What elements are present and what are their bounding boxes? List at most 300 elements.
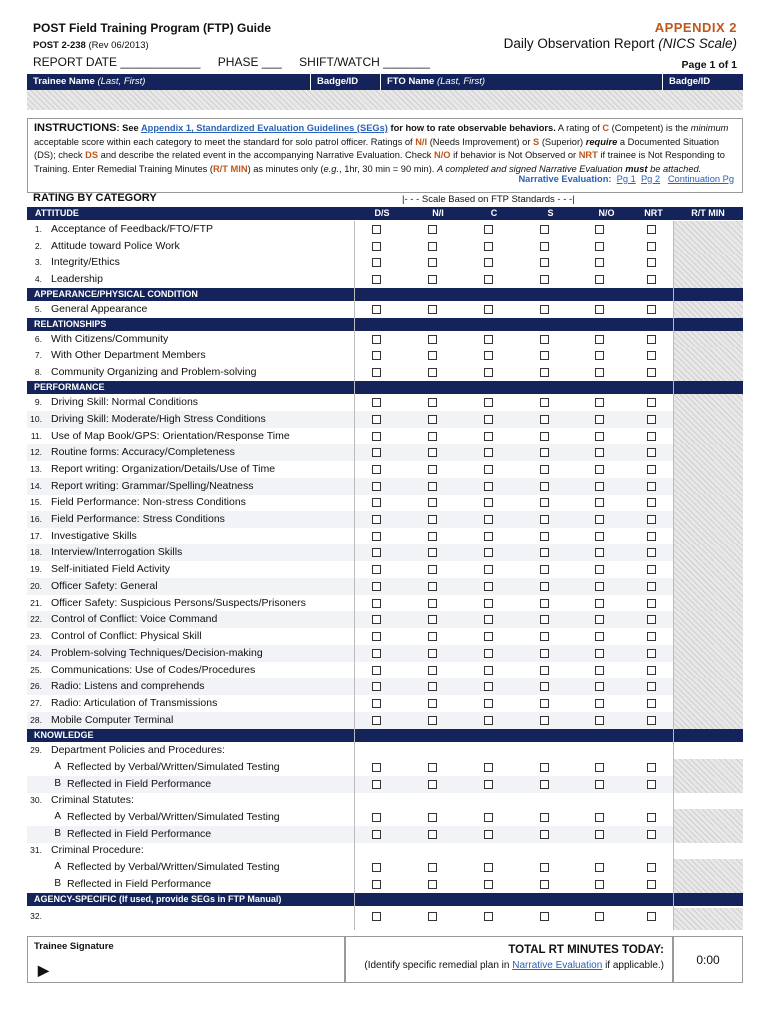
rt-min-input[interactable]: [673, 611, 743, 628]
row-label: Officer Safety: General: [51, 580, 158, 592]
c-checkbox[interactable]: [484, 258, 493, 267]
s-checkbox[interactable]: [540, 863, 549, 872]
signature-label: Trainee Signature: [34, 941, 114, 952]
s-checkbox[interactable]: [540, 432, 549, 441]
rt-min-input[interactable]: [673, 461, 743, 478]
ds-checkbox[interactable]: [372, 716, 381, 725]
ds-checkbox[interactable]: [372, 813, 381, 822]
ds-checkbox[interactable]: [372, 482, 381, 491]
s-checkbox[interactable]: [540, 599, 549, 608]
s-checkbox[interactable]: [540, 225, 549, 234]
row-number: 13.: [30, 464, 42, 474]
ds-checkbox[interactable]: [372, 415, 381, 424]
ds-checkbox[interactable]: [372, 275, 381, 284]
rt-min-input[interactable]: [673, 678, 743, 695]
rt-min-input[interactable]: [673, 331, 743, 348]
trainee-fields-row[interactable]: [27, 90, 743, 110]
no-checkbox[interactable]: [595, 880, 604, 889]
row-number: 20.: [30, 581, 42, 591]
row-number: 10.: [30, 414, 42, 424]
no-checkbox[interactable]: [595, 515, 604, 524]
no-checkbox[interactable]: [595, 368, 604, 377]
c-checkbox[interactable]: [484, 532, 493, 541]
ni-checkbox[interactable]: [428, 582, 437, 591]
rt-min-input[interactable]: [673, 494, 743, 511]
nrt-checkbox[interactable]: [647, 615, 656, 624]
nrt-checkbox[interactable]: [647, 632, 656, 641]
nrt-checkbox[interactable]: [647, 498, 656, 507]
s-checkbox[interactable]: [540, 242, 549, 251]
rt-min-input[interactable]: [673, 826, 743, 843]
no-checkbox[interactable]: [595, 448, 604, 457]
c-checkbox[interactable]: [484, 448, 493, 457]
no-checkbox[interactable]: [595, 335, 604, 344]
ds-checkbox[interactable]: [372, 830, 381, 839]
shift-field[interactable]: SHIFT/WATCH _______: [299, 55, 430, 69]
ni-checkbox[interactable]: [428, 649, 437, 658]
no-checkbox[interactable]: [595, 351, 604, 360]
ni-checkbox[interactable]: [428, 699, 437, 708]
no-checkbox[interactable]: [595, 863, 604, 872]
c-checkbox[interactable]: [484, 615, 493, 624]
c-checkbox[interactable]: [484, 649, 493, 658]
no-checkbox[interactable]: [595, 763, 604, 772]
trainee-signature-box[interactable]: [27, 936, 345, 983]
nrt-checkbox[interactable]: [647, 599, 656, 608]
nrt-checkbox[interactable]: [647, 482, 656, 491]
nrt-checkbox[interactable]: [647, 465, 656, 474]
row-label: Reflected in Field Performance: [67, 828, 212, 840]
rt-min-input[interactable]: [673, 301, 743, 318]
rt-min-input[interactable]: [673, 238, 743, 255]
ds-checkbox[interactable]: [372, 763, 381, 772]
total-rt-label: TOTAL RT MINUTES TODAY:: [508, 944, 664, 956]
nrt-checkbox[interactable]: [647, 258, 656, 267]
c-checkbox[interactable]: [484, 582, 493, 591]
no-checkbox[interactable]: [595, 632, 604, 641]
s-checkbox[interactable]: [540, 912, 549, 921]
instr-text: (Needs Improvement) or: [427, 136, 534, 147]
ni-checkbox[interactable]: [428, 275, 437, 284]
c-checkbox[interactable]: [484, 368, 493, 377]
ds-checkbox[interactable]: [372, 880, 381, 889]
narrative-pg1-link[interactable]: Pg 1: [616, 173, 636, 184]
rt-min-input[interactable]: [673, 595, 743, 612]
s-checkbox[interactable]: [540, 699, 549, 708]
ni-checkbox[interactable]: [428, 780, 437, 789]
no-checkbox[interactable]: [595, 912, 604, 921]
c-checkbox[interactable]: [484, 666, 493, 675]
s-checkbox[interactable]: [540, 780, 549, 789]
row-number: 7.: [34, 350, 42, 360]
c-checkbox[interactable]: [484, 830, 493, 839]
ds-checkbox[interactable]: [372, 242, 381, 251]
row-number: 22.: [30, 614, 42, 624]
ds-checkbox[interactable]: [372, 682, 381, 691]
ds-checkbox[interactable]: [372, 666, 381, 675]
nrt-checkbox[interactable]: [647, 225, 656, 234]
ds-checkbox[interactable]: [372, 432, 381, 441]
no-checkbox[interactable]: [595, 548, 604, 557]
nrt-checkbox[interactable]: [647, 699, 656, 708]
ds-checkbox[interactable]: [372, 699, 381, 708]
ni-checkbox[interactable]: [428, 565, 437, 574]
row-label: Department Policies and Procedures:: [51, 744, 225, 756]
nrt-checkbox[interactable]: [647, 448, 656, 457]
c-checkbox[interactable]: [484, 912, 493, 921]
s-checkbox[interactable]: [540, 415, 549, 424]
nrt-checkbox[interactable]: [647, 515, 656, 524]
ds-checkbox[interactable]: [372, 258, 381, 267]
row-number: 30.: [30, 795, 42, 805]
nrt-checkbox[interactable]: [647, 368, 656, 377]
rating-row: [27, 759, 743, 776]
narrative-continuation-link[interactable]: Continuation Pg: [667, 173, 734, 184]
s-checkbox[interactable]: [540, 275, 549, 284]
ni-checkbox[interactable]: [428, 682, 437, 691]
ds-checkbox[interactable]: [372, 912, 381, 921]
row-label: Community Organizing and Problem-solving: [51, 366, 257, 378]
c-checkbox[interactable]: [484, 482, 493, 491]
ni-checkbox[interactable]: [428, 880, 437, 889]
narrative-label: Narrative Evaluation:: [518, 173, 612, 184]
instr-text: require: [585, 136, 618, 147]
fto-name-header: [381, 74, 663, 90]
ds-checkbox[interactable]: [372, 515, 381, 524]
ni-checkbox[interactable]: [428, 305, 437, 314]
c-checkbox[interactable]: [484, 465, 493, 474]
ds-checkbox[interactable]: [372, 780, 381, 789]
row-number: 27.: [30, 698, 42, 708]
rt-min-input[interactable]: [673, 347, 743, 364]
row-number: B: [54, 878, 61, 889]
ds-checkbox[interactable]: [372, 225, 381, 234]
no-checkbox[interactable]: [595, 242, 604, 251]
ds-checkbox[interactable]: [372, 599, 381, 608]
c-checkbox[interactable]: [484, 398, 493, 407]
phase-field[interactable]: PHASE ___: [217, 55, 282, 69]
rt-min-input[interactable]: [673, 859, 743, 876]
s-checkbox[interactable]: [540, 763, 549, 772]
nrt-checkbox[interactable]: [647, 716, 656, 725]
s-checkbox[interactable]: [540, 258, 549, 267]
s-checkbox[interactable]: [540, 666, 549, 675]
c-checkbox[interactable]: [484, 763, 493, 772]
rt-min-input[interactable]: [673, 428, 743, 445]
no-checkbox[interactable]: [595, 432, 604, 441]
c-checkbox[interactable]: [484, 225, 493, 234]
nrt-checkbox[interactable]: [647, 335, 656, 344]
c-checkbox[interactable]: [484, 699, 493, 708]
nrt-checkbox[interactable]: [647, 398, 656, 407]
ni-checkbox[interactable]: [428, 830, 437, 839]
ni-checkbox[interactable]: [428, 368, 437, 377]
column-header: D/S: [374, 208, 390, 218]
s-checkbox[interactable]: [540, 548, 549, 557]
s-checkbox[interactable]: [540, 398, 549, 407]
no-checkbox[interactable]: [595, 465, 604, 474]
s-checkbox[interactable]: [540, 880, 549, 889]
s-checkbox[interactable]: [540, 448, 549, 457]
rt-min-input[interactable]: [673, 444, 743, 461]
rating-row: [27, 876, 743, 893]
row-number: 24.: [30, 648, 42, 658]
ds-checkbox[interactable]: [372, 368, 381, 377]
no-checkbox[interactable]: [595, 780, 604, 789]
ds-checkbox[interactable]: [372, 448, 381, 457]
ds-checkbox[interactable]: [372, 548, 381, 557]
rating-row: [27, 908, 743, 930]
ds-checkbox[interactable]: [372, 465, 381, 474]
rt-min-input[interactable]: [673, 809, 743, 826]
rt-min-input[interactable]: [673, 254, 743, 271]
c-checkbox[interactable]: [484, 242, 493, 251]
no-checkbox[interactable]: [595, 582, 604, 591]
nrt-checkbox[interactable]: [647, 912, 656, 921]
c-checkbox[interactable]: [484, 432, 493, 441]
no-checkbox[interactable]: [595, 599, 604, 608]
no-checkbox[interactable]: [595, 830, 604, 839]
c-checkbox[interactable]: [484, 632, 493, 641]
rating-row: [27, 494, 743, 511]
rating-row: [27, 578, 743, 595]
c-checkbox[interactable]: [484, 548, 493, 557]
rating-row: [27, 221, 743, 238]
no-checkbox[interactable]: [595, 482, 604, 491]
rating-row: [27, 842, 743, 859]
ds-checkbox[interactable]: [372, 565, 381, 574]
rating-row: [27, 544, 743, 561]
no-checkbox[interactable]: [595, 498, 604, 507]
s-checkbox[interactable]: [540, 515, 549, 524]
ni-checkbox[interactable]: [428, 415, 437, 424]
narrative-evaluation-link[interactable]: Narrative Evaluation: [512, 960, 603, 971]
nrt-checkbox[interactable]: [647, 582, 656, 591]
column-header: R/T MIN: [691, 208, 725, 218]
rt-min-input[interactable]: [673, 662, 743, 679]
nrt-checkbox[interactable]: [647, 305, 656, 314]
rt-min-input[interactable]: [673, 394, 743, 411]
row-number: 8.: [34, 367, 42, 377]
ni-checkbox[interactable]: [428, 813, 437, 822]
rt-min-input[interactable]: [673, 544, 743, 561]
ni-checkbox[interactable]: [428, 599, 437, 608]
c-checkbox[interactable]: [484, 780, 493, 789]
ds-checkbox[interactable]: [372, 632, 381, 641]
no-checkbox[interactable]: [595, 398, 604, 407]
ni-checkbox[interactable]: [428, 432, 437, 441]
ds-checkbox[interactable]: [372, 351, 381, 360]
ni-checkbox[interactable]: [428, 763, 437, 772]
c-checkbox[interactable]: [484, 498, 493, 507]
no-checkbox[interactable]: [595, 258, 604, 267]
ni-checkbox[interactable]: [428, 242, 437, 251]
s-checkbox[interactable]: [540, 498, 549, 507]
nrt-checkbox[interactable]: [647, 649, 656, 658]
s-checkbox[interactable]: [540, 482, 549, 491]
ni-checkbox[interactable]: [428, 482, 437, 491]
instr-text: A completed and signed Narrative Evaluation: [436, 163, 626, 174]
s-checkbox[interactable]: [540, 716, 549, 725]
nrt-checkbox[interactable]: [647, 863, 656, 872]
ds-checkbox[interactable]: [372, 335, 381, 344]
ds-checkbox[interactable]: [372, 582, 381, 591]
ds-checkbox[interactable]: [372, 649, 381, 658]
c-checkbox[interactable]: [484, 335, 493, 344]
ni-checkbox[interactable]: [428, 548, 437, 557]
no-checkbox[interactable]: [595, 415, 604, 424]
rt-min-input[interactable]: [673, 645, 743, 662]
nrt-checkbox[interactable]: [647, 666, 656, 675]
s-checkbox[interactable]: [540, 830, 549, 839]
rt-min-input[interactable]: [673, 759, 743, 776]
rt-min-input[interactable]: [673, 411, 743, 428]
c-checkbox[interactable]: [484, 880, 493, 889]
row-label: Use of Map Book/GPS: Orientation/Response Time: [51, 430, 290, 442]
instr-text: a Documented Situation (DS); check: [34, 136, 720, 160]
ni-checkbox[interactable]: [428, 863, 437, 872]
ni-checkbox[interactable]: [428, 335, 437, 344]
rt-min-input[interactable]: [673, 695, 743, 712]
ni-checkbox[interactable]: [428, 615, 437, 624]
s-checkbox[interactable]: [540, 565, 549, 574]
rt-min-input[interactable]: [673, 876, 743, 893]
rt-min-input[interactable]: [673, 908, 743, 930]
seg-appendix-link[interactable]: Appendix 1, Standardized Evaluation Guidelines (SEGs): [140, 123, 388, 133]
s-checkbox[interactable]: [540, 632, 549, 641]
rt-min-input[interactable]: [673, 528, 743, 545]
no-checkbox[interactable]: [595, 275, 604, 284]
s-checkbox[interactable]: [540, 351, 549, 360]
no-checkbox[interactable]: [595, 813, 604, 822]
c-checkbox[interactable]: [484, 682, 493, 691]
ni-checkbox[interactable]: [428, 515, 437, 524]
instr-text: and describe the related event in the accompanying Narrative Evaluation. Check: [98, 150, 434, 160]
c-checkbox[interactable]: [484, 275, 493, 284]
rt-min-input[interactable]: [673, 221, 743, 238]
rt-min-input[interactable]: [673, 578, 743, 595]
no-checkbox[interactable]: [595, 716, 604, 725]
narrative-pg2-link[interactable]: Pg 2: [640, 173, 661, 184]
rt-min-input[interactable]: [673, 712, 743, 729]
ni-checkbox[interactable]: [428, 632, 437, 641]
ds-checkbox[interactable]: [372, 305, 381, 314]
nrt-checkbox[interactable]: [647, 415, 656, 424]
rating-row: [27, 561, 743, 578]
rt-min-input[interactable]: [673, 478, 743, 495]
no-checkbox[interactable]: [595, 225, 604, 234]
s-checkbox[interactable]: [540, 813, 549, 822]
rt-min-input[interactable]: [673, 561, 743, 578]
s-checkbox[interactable]: [540, 582, 549, 591]
s-checkbox[interactable]: [540, 305, 549, 314]
rating-row: [27, 301, 743, 318]
ni-checkbox[interactable]: [428, 498, 437, 507]
nrt-checkbox[interactable]: [647, 432, 656, 441]
ds-checkbox[interactable]: [372, 615, 381, 624]
ni-checkbox[interactable]: [428, 258, 437, 267]
rating-row: [27, 428, 743, 445]
nrt-checkbox[interactable]: [647, 763, 656, 772]
ni-checkbox[interactable]: [428, 666, 437, 675]
s-checkbox[interactable]: [540, 532, 549, 541]
c-checkbox[interactable]: [484, 305, 493, 314]
no-checkbox[interactable]: [595, 649, 604, 658]
rating-row: [27, 742, 743, 759]
row-label: Reflected by Verbal/Written/Simulated Testing: [67, 761, 280, 773]
ni-checkbox[interactable]: [428, 716, 437, 725]
s-checkbox[interactable]: [540, 682, 549, 691]
ni-checkbox[interactable]: [428, 532, 437, 541]
no-checkbox[interactable]: [595, 565, 604, 574]
rt-min-input[interactable]: [673, 271, 743, 288]
rt-min-input[interactable]: [673, 628, 743, 645]
c-checkbox[interactable]: [484, 716, 493, 725]
c-checkbox[interactable]: [484, 565, 493, 574]
no-checkbox[interactable]: [595, 666, 604, 675]
ds-checkbox[interactable]: [372, 863, 381, 872]
ni-checkbox[interactable]: [428, 465, 437, 474]
nrt-checkbox[interactable]: [647, 548, 656, 557]
ni-checkbox[interactable]: [428, 225, 437, 234]
nrt-checkbox[interactable]: [647, 532, 656, 541]
nrt-checkbox[interactable]: [647, 351, 656, 360]
nrt-checkbox[interactable]: [647, 565, 656, 574]
c-checkbox[interactable]: [484, 599, 493, 608]
nrt-checkbox[interactable]: [647, 682, 656, 691]
ni-checkbox[interactable]: [428, 398, 437, 407]
c-checkbox[interactable]: [484, 351, 493, 360]
nrt-checkbox[interactable]: [647, 880, 656, 889]
no-checkbox[interactable]: [595, 532, 604, 541]
rating-row: [27, 645, 743, 662]
s-checkbox[interactable]: [540, 465, 549, 474]
ds-checkbox[interactable]: [372, 398, 381, 407]
rating-row: [27, 271, 743, 288]
c-checkbox[interactable]: [484, 415, 493, 424]
rt-min-input[interactable]: [673, 364, 743, 381]
total-rt-value: 0:00: [673, 936, 743, 983]
row-label: Integrity/Ethics: [51, 256, 120, 268]
ni-checkbox[interactable]: [428, 448, 437, 457]
row-label: Driving Skill: Moderate/High Stress Conditions: [51, 413, 266, 425]
nrt-checkbox[interactable]: [647, 813, 656, 822]
s-checkbox[interactable]: [540, 649, 549, 658]
c-checkbox[interactable]: [484, 863, 493, 872]
no-checkbox[interactable]: [595, 615, 604, 624]
s-checkbox[interactable]: [540, 335, 549, 344]
rt-min-input[interactable]: [673, 511, 743, 528]
rt-min-input[interactable]: [673, 776, 743, 793]
c-checkbox[interactable]: [484, 515, 493, 524]
ds-checkbox[interactable]: [372, 532, 381, 541]
report-date-field[interactable]: REPORT DATE ____________: [33, 55, 201, 69]
s-checkbox[interactable]: [540, 368, 549, 377]
no-checkbox[interactable]: [595, 305, 604, 314]
nrt-checkbox[interactable]: [647, 780, 656, 789]
nrt-checkbox[interactable]: [647, 242, 656, 251]
c-checkbox[interactable]: [484, 813, 493, 822]
nrt-checkbox[interactable]: [647, 830, 656, 839]
no-checkbox[interactable]: [595, 699, 604, 708]
nrt-checkbox[interactable]: [647, 275, 656, 284]
ds-checkbox[interactable]: [372, 498, 381, 507]
ni-checkbox[interactable]: [428, 351, 437, 360]
s-checkbox[interactable]: [540, 615, 549, 624]
no-checkbox[interactable]: [595, 682, 604, 691]
row-label: Report writing: Organization/Details/Use of Time: [51, 463, 276, 475]
ni-checkbox[interactable]: [428, 912, 437, 921]
